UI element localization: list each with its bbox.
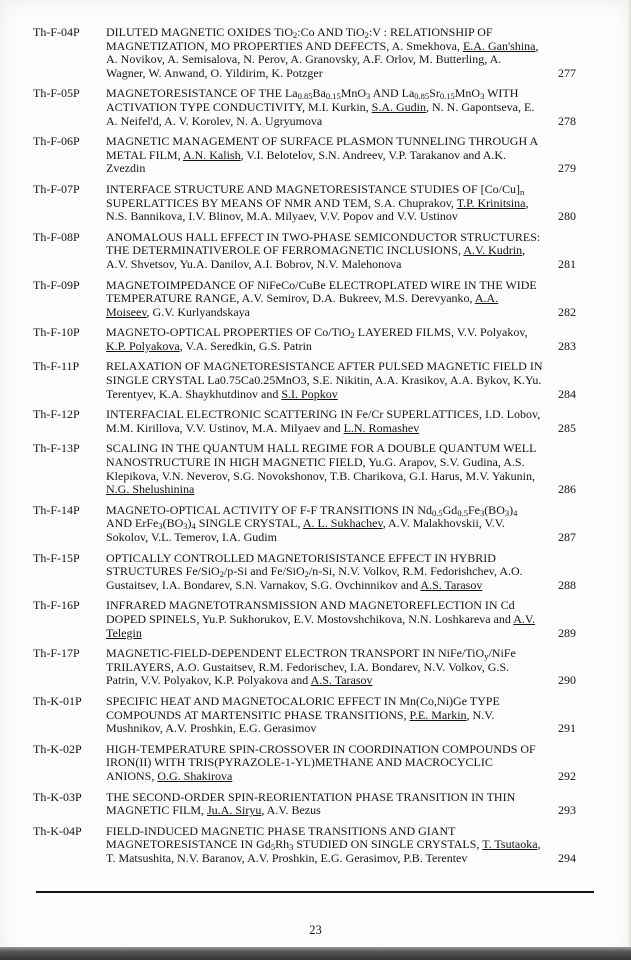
entry-page-number: 287: [558, 530, 576, 544]
entry-page-number: 293: [558, 803, 576, 818]
toc-entry: [33, 279, 576, 320]
toc-entry: [33, 825, 576, 866]
entry-text: INTERFACIAL ELECTRONIC SCATTERING IN Fe/Cr SUPERLATTICES, I.D. Lobov, M.M. Kirillova, V.V. Ustinov, M.A. Milyaev and L.N. Romashev: [106, 407, 541, 435]
entry-code: Th-K-02P: [33, 741, 82, 756]
entry-code: Th-F-11P: [33, 359, 80, 374]
toc-entry: [33, 135, 576, 176]
entry-text: MAGNETO-OPTICAL ACTIVITY OF F-F TRANSITIONS IN $Nd_{0.5}Gd_{0.5}Fe_3(BO_3)_4$ AND $ErFe_3(BO_3)_4$ SINGLE CRYSTAL, A. L. Sukhachev, A.V. Malakhovskii, V.V. Sokolov, V.L. Temerov, I.A. Gudim: [106, 502, 518, 544]
entry-code: Th-F-09P: [33, 277, 80, 292]
toc-entry: [33, 408, 576, 435]
entry-page-number: 288: [558, 577, 576, 592]
toc-entry: [33, 326, 576, 353]
entry-text: INFRARED MAGNETOTRANSMISSION AND MAGNETOREFLECTION IN Cd DOPED SPINELS, Yu.P. Sukhorukov, E.V. Mostovshchikova, N.N. Loshkareva and A.V. Telegin: [106, 598, 536, 640]
entry-text: HIGH-TEMPERATURE SPIN-CROSSOVER IN COORDINATION COMPOUNDS OF IRON(II) WITH TRIS(PYRAZOLE-1-YL)METHANE AND MACROCYCLIC ANIONS, O.G. Shakirova: [106, 741, 536, 783]
entry-code: Th-K-03P: [33, 789, 82, 804]
entry-page-number: 286: [558, 482, 576, 497]
entry-text: FIELD-INDUCED MAGNETIC PHASE TRANSITIONS AND GIANT MAGNETORESISTANCE IN $Gd_5Rh_3$ STUDIED ON SINGLE CRYSTALS, T. Tsutaoka, T. Matsushita, N.V. Baranov, A.V. Proshkin, E.G. Gerasimov, P.B. Terentev: [106, 823, 541, 865]
entry-code: Th-F-05P: [33, 86, 80, 101]
entry-page-number: 281: [558, 256, 576, 271]
toc-entry: [33, 552, 576, 593]
page-footer: [0, 921, 631, 939]
entry-text: RELAXATION OF MAGNETORESISTANCE AFTER PULSED MAGNETIC FIELD IN SINGLE CRYSTAL La0.75Ca0.25MnO3, S.E. Nikitin, A.A. Krasikov, A.A. Bykov, K.Yu. Terentyev, K.A. Shaykhutdinov and S.I. Popkov: [106, 359, 543, 401]
toc-list: [33, 26, 576, 865]
scan-bottom-artifact: [0, 947, 631, 960]
toc-entry: [33, 599, 576, 640]
entry-text: SCALING IN THE QUANTUM HALL REGIME FOR A DOUBLE QUANTUM WELL NANOSTRUCTURE IN HIGH MAGNETIC FIELD, Yu.G. Arapov, S.V. Gudina, A.S. Klepikova, V.N. Neverov, S.G. Novokshonov, T.B. Charikova, G.I. Harus, M.V. Yakunin, N.G. Shelushinina: [106, 441, 536, 497]
entry-text: MAGNETO-OPTICAL PROPERTIES OF Co/TiO$_2$ LAYERED FILMS, V.V. Polyakov, K.P. Polyakova, V.A. Seredkin, G.S. Patrin: [106, 325, 528, 353]
entry-page-number: 291: [558, 721, 576, 736]
toc-entry: [33, 695, 576, 736]
entry-code: Th-F-15P: [33, 550, 80, 565]
entry-code: Th-F-04P: [33, 25, 80, 39]
entry-page-number: 290: [558, 673, 576, 688]
toc-entry: [33, 231, 576, 272]
toc-entry: [33, 647, 576, 688]
entry-code: Th-F-14P: [33, 502, 80, 517]
entry-code: Th-F-16P: [33, 598, 80, 613]
entry-code: Th-F-07P: [33, 181, 80, 196]
toc-entry: [33, 791, 576, 818]
entry-page-number: 294: [558, 850, 576, 865]
entry-page-number: 280: [558, 209, 576, 224]
entry-code: Th-F-06P: [33, 134, 80, 149]
entry-code: Th-F-10P: [33, 325, 80, 340]
entry-text: THE SECOND-ORDER SPIN-REORIENTATION PHASE TRANSITION IN THIN MAGNETIC FILM, Ju.A. Siryu, A.V. Bezus: [106, 789, 516, 818]
entry-code: Th-F-13P: [33, 441, 80, 456]
toc-entry: [33, 183, 576, 224]
entry-page-number: 282: [558, 304, 576, 319]
entry-code: Th-K-01P: [33, 693, 82, 708]
entry-text: ANOMALOUS HALL EFFECT IN TWO-PHASE SEMICONDUCTOR STRUCTURES: THE DETERMINATIVEROLE OF FERROMAGNETIC INCLUSIONS, A.V. Kudrin, A.V. Shvetsov, Yu.A. Danilov, A.I. Bobrov, N.V. Malehonova: [106, 229, 541, 271]
entry-code: Th-F-17P: [33, 646, 80, 661]
entry-page-number: 277: [558, 65, 576, 80]
entry-page-number: 284: [558, 386, 576, 401]
entry-code: Th-F-08P: [33, 229, 80, 244]
entry-text: SPECIFIC HEAT AND MAGNETOCALORIC EFFECT IN Mn(Co,Ni)Ge TYPE COMPOUNDS AT MARTENSITIC PHASE TRANSITIONS, P.E. Markin, N.V. Mushnikov, A.V. Proshkin, E.G. Gerasimov: [106, 693, 500, 736]
toc-entry: [33, 743, 576, 784]
entry-text: MAGNETORESISTANCE OF THE $La_{0.85}Ba_{0.15}MnO_3$ AND $La_{0.85}Sr_{0.15}MnO_3$ WITH ACTIVATION TYPE CONDUCTIVITY, M.I. Kurkin, S.A. Gudin, N. N. Gapontseva, E. A. Neifel'd, A. V. Korolev, N. A. Ugryumova: [106, 86, 535, 128]
toc-entry: [33, 87, 576, 128]
entry-text: MAGNETOIMPEDANCE OF NiFeCo/CuBe ELECTROPLATED WIRE IN THE WIDE TEMPERATURE RANGE, A.V. Semirov, D.A. Bukreev, M.S. Derevyanko, A.A. Moiseev, G.V. Kurlyandskaya: [106, 277, 537, 319]
toc-entry: [33, 26, 576, 80]
entry-text: DILUTED MAGNETIC OXIDES TiO$_2$:Co AND TiO$_2$:V : RELATIONSHIP OF MAGNETIZATION, MO PROPERTIES AND DEFECTS, A. Smekhova, E.A. Gan'shina, A. Novikov, A. Semisalova, N. Perov, A. Granovsky, A.F. Orlov, M. Butterling, A. Wagner, W. Anwand, O. Yildirim, K. Potzger: [106, 25, 539, 80]
entry-page-number: 278: [558, 113, 576, 128]
toc-entry: [33, 360, 576, 401]
entry-text: OPTICALLY CONTROLLED MAGNETORISISTANCE EFFECT IN HYBRID STRUCTURES Fe/SiO$_2$/p-Si and Fe/SiO$_2$/n-Si, N.V. Volkov, R.M. Fedorishchev, A.O. Gustaitsev, I.A. Bondarev, S.N. Varnakov, S.G. Ovchinnikov and A.S. Tarasov: [106, 550, 523, 592]
entry-page-number: 285: [558, 420, 576, 435]
entry-page-number: 283: [558, 338, 576, 353]
entry-text: INTERFACE STRUCTURE AND MAGNETORESISTANCE STUDIES OF $[Co/Cu]_n$ SUPERLATTICES BY MEANS OF NMR AND TEM, S.A. Chuprakov, T.P. Krinitsina, N.S. Bannikova, I.V. Blinov, M.A. Milyaev, V.V. Popov and V.V. Ustinov: [106, 181, 529, 224]
footer-divider: [36, 891, 594, 893]
entry-code: Th-F-12P: [33, 407, 80, 422]
entry-page-number: 279: [558, 161, 576, 176]
entry-code: Th-K-04P: [33, 823, 82, 838]
entry-page-number: 289: [558, 625, 576, 640]
entry-text: MAGNETIC-FIELD-DEPENDENT ELECTRON TRANSPORT IN NiFe/TiO$_y$/NiFe TRILAYERS, A.O. Gustaitsev, R.M. Fedorischev, I.A. Bondarev, N.V. Volkov, G.S. Patrin, V.V. Polyakov, K.P. Polyakova and A.S. Tarasov: [106, 646, 516, 688]
toc-entry: [33, 442, 576, 496]
entry-page-number: 292: [558, 768, 576, 783]
entry-text: MAGNETIC MANAGEMENT OF SURFACE PLASMON TUNNELING THROUGH A METAL FILM, A.N. Kalish, V.I. Belotelov, S.N. Andreev, V.P. Tarakanov and A.K. Zvezdin: [106, 134, 538, 176]
page-number: 23: [309, 923, 322, 938]
toc-entry: [33, 504, 576, 545]
